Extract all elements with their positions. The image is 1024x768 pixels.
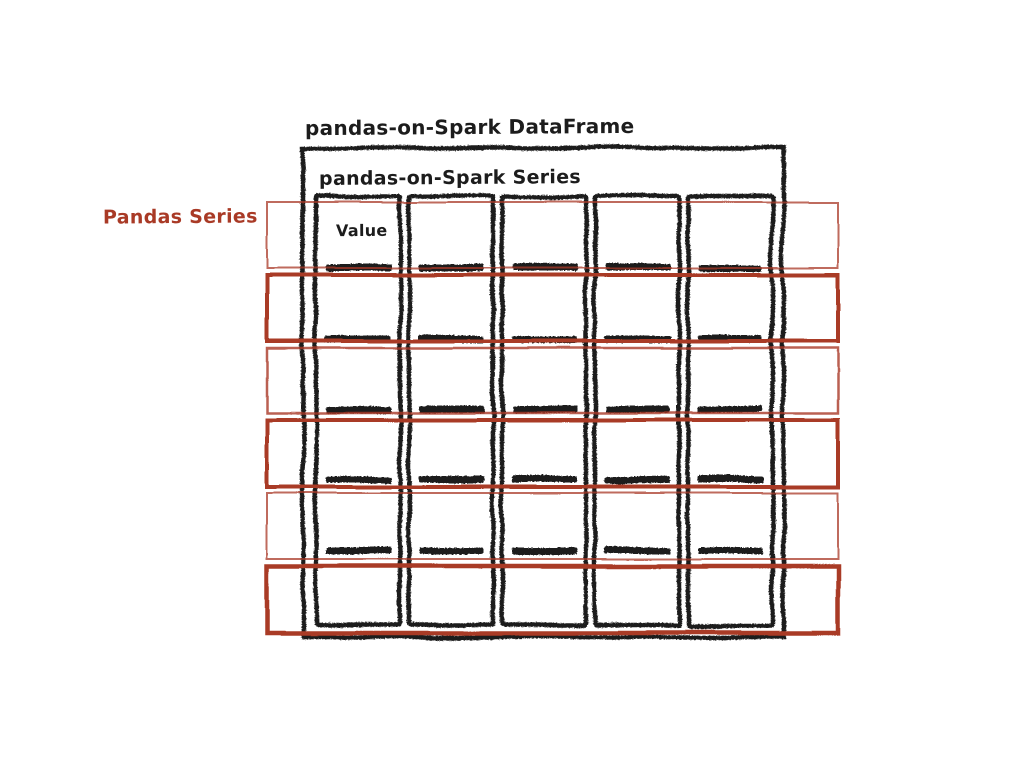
cell-divider-dash [419,476,484,483]
cell-divider-dash [605,547,670,554]
cell-divider-dash [326,547,391,554]
cell-divider-dash [512,476,577,483]
cell-divider-dash [605,476,670,483]
cell-divider-dash [698,547,763,554]
pandas-series-row [267,348,838,413]
cell-divider-dash [326,476,391,483]
pandas-series-label: Pandas Series [102,205,258,229]
pandas-on-spark-series-label: pandas-on-Spark Series [318,166,582,190]
diagram-title: pandas-on-Spark DataFrame [304,113,635,141]
cell-divider-dash [419,547,484,554]
cell-divider-dash [512,547,577,554]
cell-divider-dash [698,476,763,483]
value-cell-label: Value [335,220,388,241]
pandas-series-row [267,275,838,341]
